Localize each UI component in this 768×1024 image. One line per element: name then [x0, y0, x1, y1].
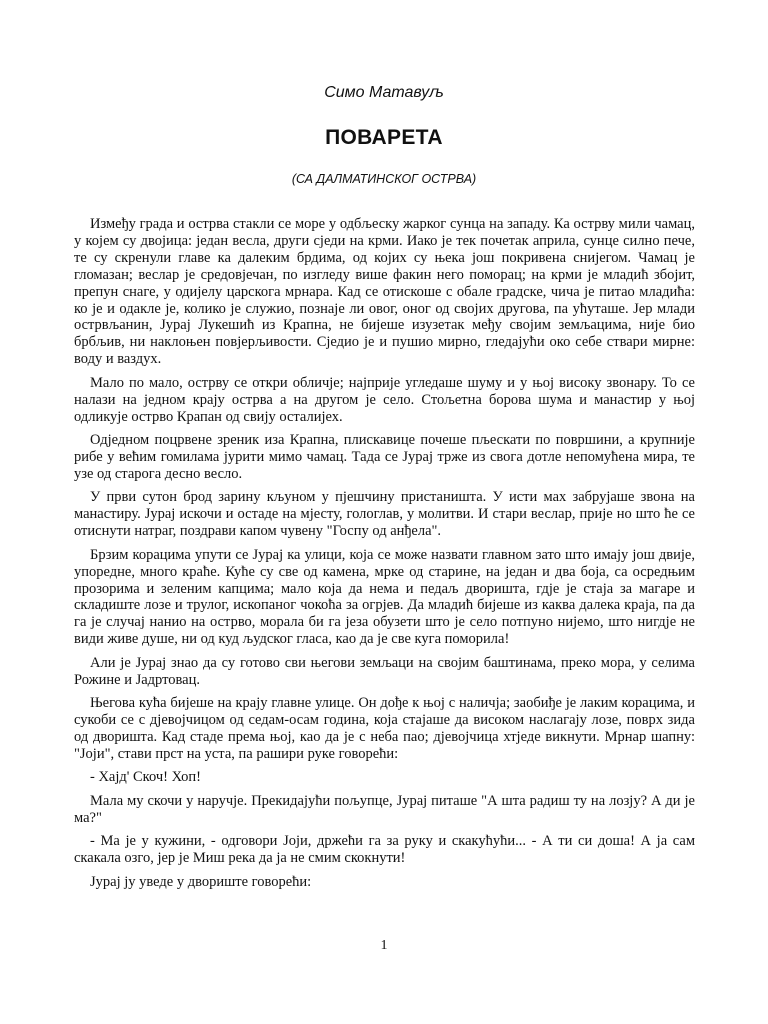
page-number: 1 — [380, 938, 388, 953]
paragraph: Јурај ју уведе у двориште говорећи: — [90, 873, 312, 890]
paragraph: Одједном поцрвене зреник иза Крапна, плискавице почеше пљескати по површини, а крупније рибе у већим гомилама јурити мимо чамац. Тада се Јурај трже из свога дотле непомућена мира, те узе од старога десно весло. — [74, 432, 695, 482]
paragraph: Брзим корацима упути се Јурај ка улици, која се може назвати главном зато што имају још двије, упоредне, много краће. Куће су све од камена, мрке од старине, на један и два боја, са осредњим прозорима и зеленим капцима; мало која да нема и педаљ дворишта, гдје је стаја за магаре и складиште лозе и трулог, ископаног чокоћа за огрјев. Да младић бијеше из каква далека краја, па да га је случај нанио на острво, морала би га језа обузети што је село потпуно нијемо, што нигдје не види живе душе, ни од куд људског гласа, као да је све куга поморила! — [74, 546, 695, 648]
paragraph: - Ма је у кужини, - одговори Јоји, држећи га за руку и скакућући... - А ти си доша! А ја сам скакала озго, јер је Миш река да ја не смим скокнути! — [74, 833, 695, 867]
author-name: Симо Матавуљ — [324, 84, 444, 101]
paragraph: Али је Јурај знао да су готово сви његови земљаци на својим баштинама, преко мора, у селима Рожине и Јадртовац. — [74, 654, 695, 688]
subtitle: (СА ДАЛМАТИНСКОГ ОСТРВА) — [291, 172, 477, 186]
paragraph: Између града и острва стакли се море у одбљеску жарког сунца на западу. Ка острву мили чамац, у којем су двојица: један весла, други сједи на крми. Иако је тек почетак априла, сунце силно пече, те су скренули главе ка далеким брдима, од којих су њека још покривена снијегом. Чамац је гломазан; веслар је средовјечан, по изгледу више факин него поморац; на крми је младић збојит, препун снаге, у одијелу царскога мрнара. Кад се отискоше с обале градске, чича је питао младића: ко је и одакле је, колико је служио, познаје ли овог, оног од својих другова, па ућуташе. Јер млади острвљанин, Јурај Лукешић из Крапна, не бијеше изузетак међу својим земљацима, није био брбљив, ни наклоњен повјерљивости. Сједио је и пушио мирно, гледајући око себе ствари мирне: воду и ваздух. — [74, 216, 695, 368]
paragraph: - Хајд' Скоч! Хоп! — [90, 769, 202, 786]
paragraph: Мала му скочи у наручје. Прекидајући пољупце, Јурај питаше "А шта радиш ту на лозју? А ди је ма?" — [74, 792, 695, 826]
paragraph: Његова кућа бијеше на крају главне улице. Он дође к њој с наличја; заобиђе је лаким корацима, и сукоби се с дјевојчицом од седам-осам година, која стајаше да високом наслагају лозе, поврх зида од дворишта. Кад стаде према њој, као да је с неба пао; дјевојчица хтједе викнути. Мрнар шапну: "Јоји", стави прст на уста, па рашири руке говорећи: — [74, 695, 695, 762]
page-title: ПОВАРЕТА — [325, 126, 443, 149]
body-text — [74, 216, 695, 897]
paragraph: Мало по мало, острву се откри обличје; најприје угледаше шуму и у њој високу звонару. То се налази на једном крају острва а на другом је село. Стољетна борова шума и манастир у њој одликује острво Крапан од свију осталијех. — [74, 374, 695, 425]
paragraph: У први сутон брод зарину кљуном у пјешчину пристаништа. У исти мах забрујаше звона на манастиру. Јурај искочи и остаде на мјесту, гологлав, у молитви. И стари веслар, прије но што ће се отиснути натраг, поздрави капом чувену "Госпу од анђела". — [74, 489, 695, 540]
